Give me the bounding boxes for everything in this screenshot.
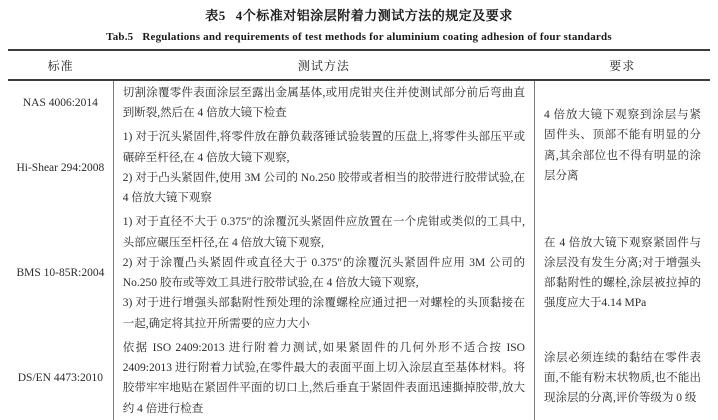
table-number-en: Tab.5 (106, 31, 134, 43)
method-step-3: 3) 对于进行增强头部黏附性预处理的涂覆螺栓应通过把一对螺栓的头顶黏接在一起,确定将其拉开所需要的应力大小 (122, 297, 525, 330)
table-row (8, 210, 710, 335)
standards-comparison-table (8, 49, 710, 420)
table-header-row (8, 50, 710, 80)
requirement-cell-nas-hishear: 4 倍放大镜下观察到涂层与紧固件头、顶部不能有明显的分离,其余部位也不得有明显的涂层分离 (534, 80, 710, 210)
column-header-requirement: 要求 (534, 50, 710, 80)
table-caption-english (0, 31, 718, 43)
standard-name-dsen4473: DS/EN 4473:2010 (17, 372, 104, 385)
method-step-1: 1) 对于直径不大于 0.375″的涂覆沉头紧固件应放置在一个虎钳或类似的工具中,头部应碾压至杆径,在 4 倍放大镜下观察, (122, 216, 525, 249)
column-header-method: 测试方法 (113, 50, 534, 80)
column-header-standard: 标准 (8, 50, 113, 80)
standard-name-nas4006: NAS 4006:2014 (22, 97, 98, 110)
table-title-cn: 4个标准对铝涂层附着力测试方法的规定及要求 (235, 8, 513, 23)
method-cell-nas4006 (113, 80, 534, 125)
table-title-en: Regulations and requirements of test methods for aluminium coating adhesion of four standards (142, 31, 612, 43)
standard-name-hishear294: Hi-Shear 294:2008 (16, 161, 105, 174)
standard-name-bms1085r: BMS 10-85R:2004 (16, 266, 105, 279)
requirement-cell-dsen4473: 涂层必须连续的黏结在零件表面,不能有粉末状物质,也不能出现涂层的分离,评价等级为 0 级 (534, 336, 710, 420)
method-cell-bms1085r (113, 210, 534, 335)
method-step-2: 2) 对于涂覆凸头紧固件或直径大于 0.375″的涂覆沉头紧固件应用 3M 公司的 No.250 胶布或等效工具进行胶带试验,在 4 倍放大镜下观察, (122, 256, 525, 290)
requirement-cell-bms1085r: 在 4 倍放大镜下观察紧固件与涂层没有发生分离;对于增强头部黏附性的螺栓,涂层被拉掉的强度应大于4.14 MPa (534, 210, 710, 335)
method-step-1: 1) 对于沉头紧固件,将零件放在静负载落锤试验装置的压盘上,将零件头部压平或碾碎至杆径,在 4 倍放大镜下观察, (122, 131, 525, 164)
method-cell-hishear294 (113, 125, 534, 210)
method-cell-dsen4473 (113, 336, 534, 420)
method-step-2: 2) 对于凸头紧固件,使用 3M 公司的 No.250 胶带或者相当的胶带进行胶带试验,在 4 倍放大镜下观察 (122, 171, 525, 205)
table-row (8, 336, 710, 420)
method-text: 依据 ISO 2409:2013 进行附着力测试,如果紧固件的几何外形不适合按 ISO 2409:2013 进行附着力试验,在零件最大的表面平面上切入涂层直至基体材料。将胶带牢牢地贴在紧固件平面的切口上,然后垂直于紧固件表面迅速撕掉胶带,放大约 4 倍进行检查 (122, 341, 525, 415)
method-text: 切割涂覆零件表面涂层至露出金属基体,或用虎钳夹住并使测试部分前后弯曲直到断裂,然后在 4 倍放大镜下检查 (122, 87, 525, 120)
table-row (8, 80, 710, 125)
table-caption-chinese (0, 0, 718, 24)
table-number-cn: 表5 (205, 8, 226, 23)
